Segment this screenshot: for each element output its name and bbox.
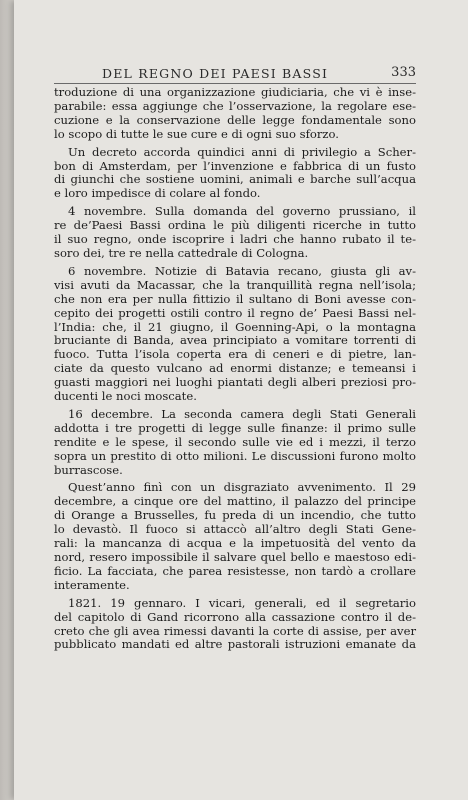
body-text	[54, 86, 416, 652]
page-number: 333	[391, 65, 416, 80]
text-line: soro dei, tre re nella cattedrale di Cologna.	[54, 245, 309, 260]
text-line: del capitolo di Gand ricorrono alla cassazione contro il de-	[54, 609, 416, 624]
text-line: addotta i tre progetti di legge sulle finanze: il primo sulle	[54, 420, 416, 435]
text-line: nord, resero impossibile il salvare quel bello e maestoso edi-	[54, 550, 416, 564]
text-line: 1821. 19 gennaro. I vicari, generali, ed il segretario	[68, 595, 416, 610]
text-line: visi avuti da Macassar, che la tranquillità regna nell’isola;	[54, 277, 416, 292]
text-line: cepito dei progetti ostili contro il regno de’ Paesi Bassi nel-	[54, 305, 416, 320]
text-line: 6 novembre. Notizie di Batavia recano, giusta gli av-	[68, 263, 416, 278]
running-title: DEL REGNO DEI PAESI BASSI	[102, 66, 329, 81]
text-line: ciate da questo vulcano ad enormi distanze; e temeansi i	[54, 361, 416, 376]
text-line: troduzione di una organizzazione giudiciaria, che vi è inse-	[54, 85, 416, 99]
text-line: re de’Paesi Bassi ordina le più diligenti ricerche in tutto	[54, 218, 416, 233]
text-line: di Orange a Brusselles, fu preda di un incendio, che tutto	[54, 508, 416, 523]
text-line: ducenti le noci moscate.	[54, 389, 197, 404]
text-line: interamente.	[54, 577, 130, 592]
text-line: che non era per nulla fittizio il sultano di Boni avesse con-	[54, 291, 416, 306]
text-line: il suo regno, onde iscoprire i ladri che hanno rubato il te-	[54, 232, 416, 247]
text-line: lo scopo di tutte le sue cure e di ogni suo sforzo.	[54, 126, 339, 141]
text-line: e loro impedisce di colare al fondo.	[54, 186, 261, 201]
text-line: Quest’anno finì con un disgraziato avvenimento. Il 29	[68, 480, 416, 495]
text-line: decembre, a cinque ore del mattino, il palazzo del principe	[54, 494, 416, 509]
text-line: rendite e le spese, il secondo sulle vie ed i mezzi, il terzo	[54, 434, 416, 449]
text-line: parabile: essa aggiunge che l’osservazione, la regolare ese-	[54, 98, 416, 113]
text-line: guasti maggiori nei luoghi piantati degli alberi preziosi pro-	[54, 375, 416, 390]
text-line: lo devastò. Il fuoco si attaccò all’altro degli Stati Gene-	[54, 522, 416, 537]
text-line: di giunchi che sostiene uomini, animali e barche sull’acqua	[54, 172, 416, 187]
header-rule	[54, 83, 416, 84]
text-line: sopra un prestito di otto milioni. Le discussioni furono molto	[54, 448, 416, 463]
page-header	[54, 64, 414, 84]
book-page	[14, 0, 468, 800]
text-line: fuoco. Tutta l’isola coperta era di ceneri e di pietre, lan-	[54, 347, 416, 362]
text-line: bruciante di Banda, avea principiato a vomitare torrenti di	[54, 333, 416, 348]
text-line: l’India: che, il 21 giugno, il Goenning-Api, o la montagna	[54, 319, 416, 334]
text-line: Un decreto accorda quindici anni di privilegio a Scher-	[68, 144, 416, 159]
text-line: ficio. La facciata, che parea resistesse, non tardò a crollare	[54, 563, 416, 578]
text-line: cuzione e la conservazione delle legge fondamentale sono	[54, 112, 416, 127]
text-line: pubblicato mandati ed altre pastorali istruzioni emanate da	[54, 637, 416, 652]
text-line: rali: la mancanza di acqua e la impetuosità del vento da	[54, 536, 416, 551]
text-line: burrascose.	[54, 462, 123, 477]
text-line: 16 decembre. La seconda camera degli Stati Generali	[68, 406, 416, 421]
text-line: bon di Amsterdam, per l’invenzione e fabbrica di un fusto	[54, 158, 416, 173]
text-line: creto che gli avea rimessi davanti la corte di assise, per aver	[54, 623, 416, 638]
text-line: 4 novembre. Sulla domanda del governo prussiano, il	[68, 204, 416, 219]
book-left-edge	[0, 0, 14, 800]
